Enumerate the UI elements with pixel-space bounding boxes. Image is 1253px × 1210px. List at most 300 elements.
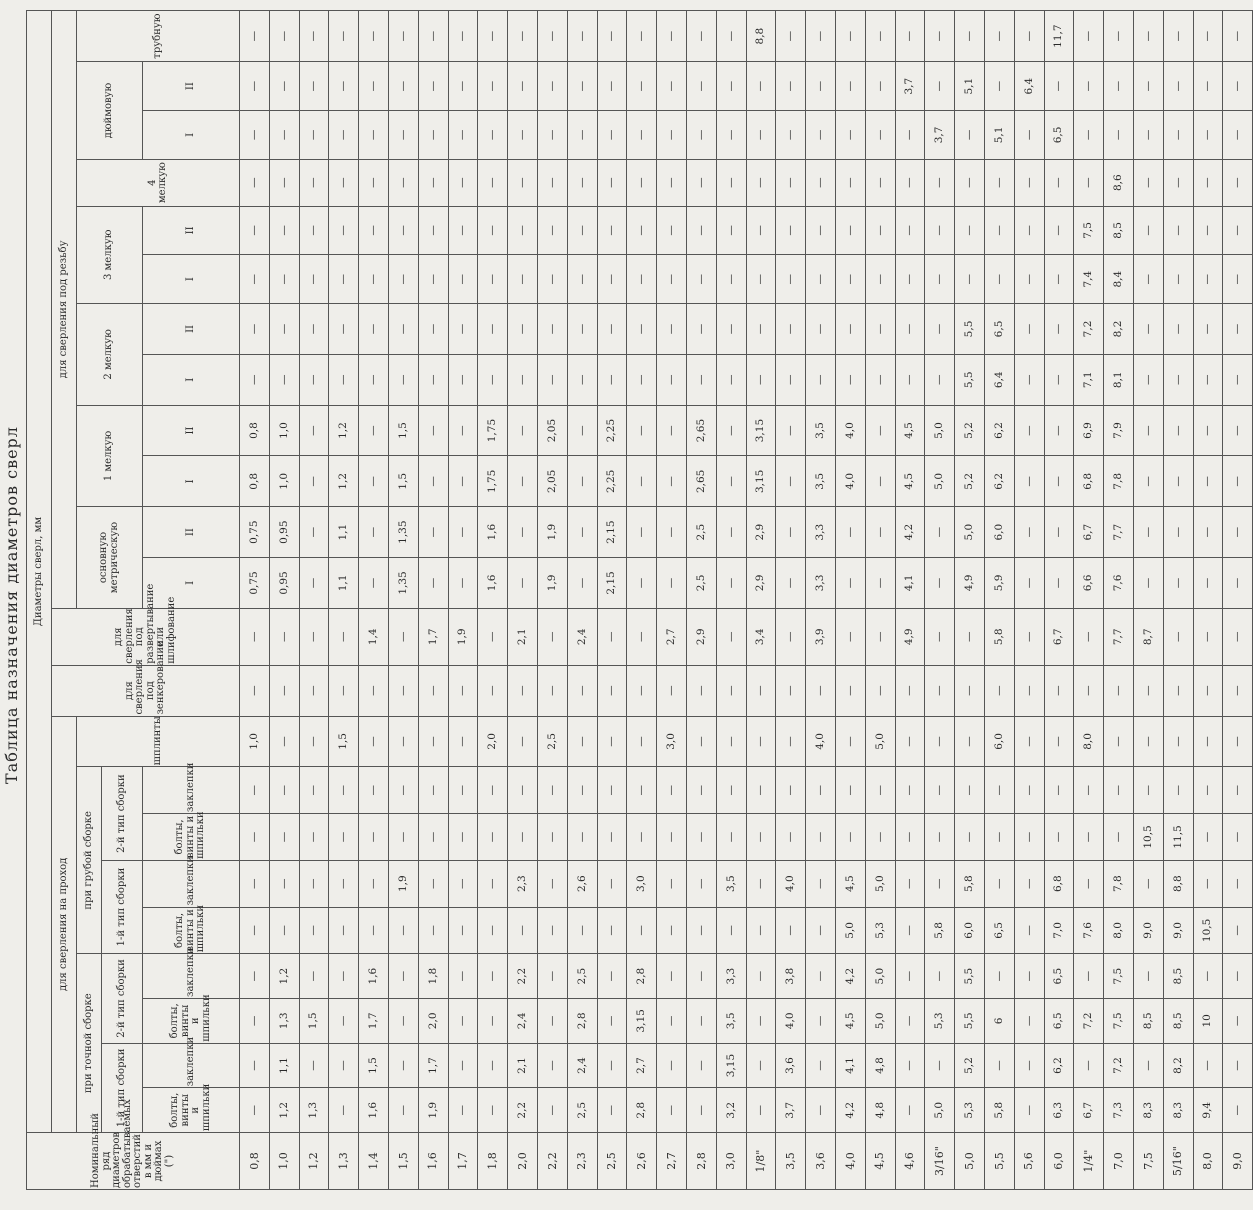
diameter-cell: 6,5 <box>1044 998 1074 1043</box>
diameter-cell: — <box>388 1043 418 1088</box>
diameter-cell: — <box>776 206 806 255</box>
header-precise-type1: 1-й тип сборки <box>102 1043 143 1132</box>
diameter-cell: — <box>418 111 448 160</box>
diameter-cell: — <box>776 558 806 609</box>
header-pipe: трубную <box>77 11 240 62</box>
diameter-cell: — <box>299 860 329 907</box>
nominal-cell: 0,8 <box>240 1133 270 1190</box>
header-bolts: болты, винты и шпильки <box>143 814 240 861</box>
diameter-cell: — <box>865 558 895 609</box>
diameter-cell: 3,15 <box>716 1043 746 1088</box>
diameter-cell: — <box>269 111 299 160</box>
diameter-cell: — <box>418 716 448 767</box>
diameter-cell: — <box>478 159 508 206</box>
diameter-cell: — <box>388 111 418 160</box>
diameter-cell: 2,8 <box>627 1088 657 1133</box>
diameter-cell: — <box>686 62 716 111</box>
diameter-cell: 5,8 <box>955 860 985 907</box>
diameter-cell: — <box>835 159 865 206</box>
diameter-cell: — <box>746 111 776 160</box>
diameter-cell: — <box>835 304 865 355</box>
diameter-cell: — <box>299 304 329 355</box>
nominal-cell: 5,5 <box>984 1133 1014 1190</box>
diameter-cell: 9,4 <box>1193 1088 1223 1133</box>
header-rough-type1: 1-й тип сборки <box>102 860 143 953</box>
diameter-cell: — <box>686 767 716 814</box>
diameter-cell: — <box>865 507 895 558</box>
diameter-cell: — <box>418 159 448 206</box>
diameter-cell: — <box>895 716 925 767</box>
header-rough: при грубой сборке <box>77 767 102 954</box>
diameter-cell: — <box>329 159 359 206</box>
diameter-cell: 3,15 <box>746 456 776 507</box>
diameter-cell: — <box>1223 665 1253 716</box>
diameter-cell: — <box>746 62 776 111</box>
nominal-cell: 3,6 <box>806 1133 836 1190</box>
nominal-cell: 6,0 <box>1044 1133 1074 1190</box>
diameter-cell: 7,2 <box>1104 1043 1134 1088</box>
diameter-cell: — <box>1133 159 1163 206</box>
diameter-cell: — <box>1044 814 1074 861</box>
diameter-cell: — <box>865 255 895 304</box>
diameter-cell: — <box>955 767 985 814</box>
diameter-cell: — <box>329 860 359 907</box>
diameter-cell: — <box>597 998 627 1043</box>
diameter-cell: — <box>657 907 687 954</box>
nominal-cell: 9,0 <box>1223 1133 1253 1190</box>
diameter-cell: — <box>1014 1043 1044 1088</box>
diameter-cell: — <box>1223 405 1253 456</box>
diameter-cell: — <box>746 907 776 954</box>
diameter-cell: — <box>478 206 508 255</box>
diameter-cell: — <box>597 907 627 954</box>
diameter-cell: — <box>359 354 389 405</box>
diameter-cell: 4,0 <box>835 456 865 507</box>
header-countersink: для сверления под зенкерование <box>52 665 240 716</box>
table-row <box>1193 11 1223 1190</box>
diameter-cell: — <box>448 558 478 609</box>
diameter-cell: — <box>746 998 776 1043</box>
diameter-cell: — <box>1014 907 1044 954</box>
nominal-cell: 8,0 <box>1193 1133 1223 1190</box>
diameter-cell: — <box>627 558 657 609</box>
diameter-cell: 7,2 <box>1074 998 1104 1043</box>
diameter-cell: — <box>1014 767 1044 814</box>
diameter-cell: — <box>1163 304 1193 355</box>
diameter-cell: — <box>329 998 359 1043</box>
diameter-cell: — <box>537 998 567 1043</box>
diameter-cell: — <box>657 665 687 716</box>
diameter-cell: — <box>478 767 508 814</box>
diameter-cell: — <box>955 255 985 304</box>
diameter-cell: — <box>776 767 806 814</box>
diameter-cell: — <box>657 767 687 814</box>
diameter-cell: — <box>299 558 329 609</box>
diameter-cell: 1,75 <box>478 405 508 456</box>
nominal-cell: 1,7 <box>448 1133 478 1190</box>
diameter-cell: — <box>1193 159 1223 206</box>
diameter-cell: — <box>418 860 448 907</box>
diameter-cell: — <box>448 767 478 814</box>
diameter-cell: — <box>299 111 329 160</box>
diameter-cell: — <box>478 354 508 405</box>
diameter-cell: 0,8 <box>240 456 270 507</box>
diameter-cell: — <box>1014 456 1044 507</box>
diameter-cell: 7,8 <box>1104 456 1134 507</box>
diameter-cell: 1,6 <box>359 1088 389 1133</box>
diameter-cell: — <box>1193 405 1223 456</box>
diameter-cell: — <box>269 354 299 405</box>
diameter-cell: — <box>746 255 776 304</box>
diameter-cell: — <box>508 159 538 206</box>
diameter-cell: — <box>865 456 895 507</box>
diameter-cell: 1,4 <box>359 608 389 665</box>
diameter-cell: — <box>1074 954 1104 999</box>
diameter-cell: 7,0 <box>1044 907 1074 954</box>
diameter-cell: — <box>657 304 687 355</box>
diameter-cell: 9,0 <box>1133 907 1163 954</box>
diameter-cell: 4,9 <box>895 608 925 665</box>
diameter-cell: — <box>329 62 359 111</box>
diameter-cell: — <box>806 814 836 861</box>
diameter-cell: — <box>478 814 508 861</box>
diameter-cell: — <box>835 665 865 716</box>
diameter-cell: — <box>388 814 418 861</box>
diameter-cell: 5,1 <box>955 62 985 111</box>
diameter-cell: — <box>240 907 270 954</box>
diameter-cell: — <box>240 1088 270 1133</box>
diameter-cell: 1,6 <box>478 507 508 558</box>
diameter-cell: — <box>299 665 329 716</box>
diameter-cell: — <box>806 111 836 160</box>
diameter-cell: — <box>478 304 508 355</box>
diameter-cell: — <box>746 814 776 861</box>
diameter-cell: — <box>1193 860 1223 907</box>
diameter-cell: — <box>627 11 657 62</box>
diameter-cell: — <box>1104 11 1134 62</box>
diameter-cell: 8,8 <box>1163 860 1193 907</box>
diameter-cell: — <box>418 907 448 954</box>
diameter-cell: — <box>657 405 687 456</box>
diameter-cell: — <box>448 354 478 405</box>
diameter-cell: — <box>716 405 746 456</box>
diameter-cell: — <box>1193 354 1223 405</box>
diameter-cell: — <box>716 814 746 861</box>
diameter-cell: 2,2 <box>508 954 538 999</box>
diameter-cell: — <box>269 767 299 814</box>
diameter-cell: 7,5 <box>1104 954 1134 999</box>
diameter-cell: 3,15 <box>746 405 776 456</box>
diameter-cell: 1,7 <box>418 608 448 665</box>
table-row <box>478 11 508 1190</box>
table-row <box>925 11 955 1190</box>
diameter-cell: — <box>627 62 657 111</box>
diameter-cell: — <box>329 206 359 255</box>
diameter-cell: — <box>1223 558 1253 609</box>
nominal-cell: 5,0 <box>955 1133 985 1190</box>
diameter-cell: 8,5 <box>1133 998 1163 1043</box>
diameter-cell: — <box>1223 860 1253 907</box>
diameter-cell: — <box>716 159 746 206</box>
diameter-cell: — <box>508 304 538 355</box>
header-rivets: заклепки <box>143 860 240 907</box>
diameter-cell: — <box>925 814 955 861</box>
diameter-cell: 0,95 <box>269 558 299 609</box>
diameter-cell: — <box>478 954 508 999</box>
diameter-cell: — <box>240 206 270 255</box>
diameter-cell: — <box>567 767 597 814</box>
diameter-cell: — <box>895 304 925 355</box>
diameter-cell: 1,5 <box>359 1043 389 1088</box>
diameter-cell: 5,0 <box>925 405 955 456</box>
diameter-cell: — <box>1223 456 1253 507</box>
diameter-cell: — <box>716 255 746 304</box>
diameter-cell: — <box>686 1088 716 1133</box>
diameter-cell: — <box>359 62 389 111</box>
diameter-cell: — <box>1193 716 1223 767</box>
diameter-cell: — <box>806 860 836 907</box>
table-row <box>686 11 716 1190</box>
diameter-cell: 6,5 <box>984 907 1014 954</box>
diameter-cell: — <box>1014 608 1044 665</box>
diameter-cell: — <box>1074 62 1104 111</box>
diameter-cell: — <box>1133 716 1163 767</box>
diameter-cell: 3,6 <box>776 1043 806 1088</box>
diameter-cell: 6,9 <box>1074 405 1104 456</box>
diameter-cell: — <box>508 255 538 304</box>
diameter-cell: — <box>597 860 627 907</box>
diameter-cell: — <box>835 255 865 304</box>
diameter-cell: — <box>686 716 716 767</box>
diameter-cell: 1,0 <box>240 716 270 767</box>
table-row <box>865 11 895 1190</box>
table-row <box>1133 11 1163 1190</box>
diameter-cell: 1,5 <box>329 716 359 767</box>
diameter-cell: — <box>746 954 776 999</box>
diameter-cell: — <box>240 954 270 999</box>
diameter-cell: 1,9 <box>448 608 478 665</box>
diameter-cell: — <box>418 354 448 405</box>
diameter-cell: — <box>806 767 836 814</box>
diameter-cell: 2,65 <box>686 405 716 456</box>
diameter-cell: 2,15 <box>597 558 627 609</box>
diameter-cell: 1,35 <box>388 558 418 609</box>
diameter-cell: — <box>269 860 299 907</box>
diameter-cell: — <box>1223 998 1253 1043</box>
diameter-cell: 7,4 <box>1074 255 1104 304</box>
diameter-cell: — <box>895 255 925 304</box>
diameter-cell: — <box>329 907 359 954</box>
header-roman-1: I <box>143 558 240 609</box>
diameter-cell: — <box>329 111 359 160</box>
diameter-cell: 3,3 <box>716 954 746 999</box>
diameter-cell: — <box>508 814 538 861</box>
diameter-cell: — <box>388 907 418 954</box>
diameter-cell: 6,2 <box>984 456 1014 507</box>
diameter-cell: 2,6 <box>567 860 597 907</box>
table-row <box>269 11 299 1190</box>
diameter-cell: — <box>448 11 478 62</box>
diameter-cell: — <box>508 11 538 62</box>
diameter-cell: — <box>1193 456 1223 507</box>
diameter-cell: 6,7 <box>1074 1088 1104 1133</box>
diameter-cell: — <box>567 206 597 255</box>
diameter-cell: — <box>657 1088 687 1133</box>
diameter-cell: — <box>627 665 657 716</box>
nominal-cell: 3/16" <box>925 1133 955 1190</box>
diameter-cell: 5,8 <box>984 1088 1014 1133</box>
diameter-cell: — <box>686 206 716 255</box>
diameter-cell: 2,8 <box>567 998 597 1043</box>
table-row <box>508 11 538 1190</box>
nominal-cell: 7,5 <box>1133 1133 1163 1190</box>
diameter-cell: — <box>240 62 270 111</box>
diameter-cell: — <box>299 62 329 111</box>
table-row <box>418 11 448 1190</box>
table-row <box>567 11 597 1190</box>
diameter-cell: — <box>418 11 448 62</box>
diameter-cell: 8,5 <box>1163 954 1193 999</box>
table-row <box>359 11 389 1190</box>
diameter-cell: 3,5 <box>806 405 836 456</box>
nominal-cell: 1/8" <box>746 1133 776 1190</box>
diameter-cell: — <box>1133 11 1163 62</box>
diameter-cell: — <box>269 665 299 716</box>
diameter-cell: — <box>1014 507 1044 558</box>
diameter-cell: — <box>716 507 746 558</box>
diameter-cell: — <box>925 304 955 355</box>
diameter-cell: — <box>1044 304 1074 355</box>
diameter-cell: — <box>359 206 389 255</box>
diameter-cell: 3,7 <box>895 62 925 111</box>
diameter-cell: — <box>478 860 508 907</box>
diameter-cell: — <box>716 456 746 507</box>
diameter-cell: — <box>835 767 865 814</box>
diameter-cell: — <box>597 767 627 814</box>
diameter-cell: — <box>567 456 597 507</box>
diameter-cell: — <box>686 954 716 999</box>
table-row <box>984 11 1014 1190</box>
diameter-cell: — <box>955 159 985 206</box>
diameter-cell: — <box>627 206 657 255</box>
diameter-cell: 2,5 <box>567 1088 597 1133</box>
diameter-cell: — <box>1223 1088 1253 1133</box>
diameter-cell: 4,2 <box>835 954 865 999</box>
diameter-cell: 0,75 <box>240 558 270 609</box>
diameter-cell: — <box>1163 507 1193 558</box>
diameter-cell: — <box>597 1088 627 1133</box>
diameter-cell: 5,0 <box>865 998 895 1043</box>
diameter-cell: — <box>1163 716 1193 767</box>
diameter-cell: — <box>1044 456 1074 507</box>
diameter-cell: — <box>537 159 567 206</box>
diameter-cell: 2,5 <box>537 716 567 767</box>
diameter-cell: — <box>240 1043 270 1088</box>
diameter-cell: — <box>746 304 776 355</box>
diameter-cell: — <box>925 767 955 814</box>
diameter-cell: 1,7 <box>359 998 389 1043</box>
diameter-cell: — <box>1014 11 1044 62</box>
diameter-cell: — <box>1014 206 1044 255</box>
diameter-cell: — <box>806 255 836 304</box>
diameter-cell: 5,0 <box>925 1088 955 1133</box>
diameter-cell: 5,1 <box>984 111 1014 160</box>
diameter-cell: 8,7 <box>1133 608 1163 665</box>
diameter-cell: — <box>865 62 895 111</box>
diameter-cell: — <box>478 62 508 111</box>
diameter-cell: — <box>1044 716 1074 767</box>
diameter-cell: — <box>1133 206 1163 255</box>
diameter-cell: 1,6 <box>478 558 508 609</box>
diameter-cell: — <box>776 11 806 62</box>
diameter-cell: — <box>806 354 836 405</box>
diameter-cell: — <box>240 159 270 206</box>
diameter-cell: — <box>329 354 359 405</box>
diameter-cell: — <box>1223 111 1253 160</box>
diameter-cell: — <box>1223 62 1253 111</box>
diameter-cell: — <box>448 814 478 861</box>
diameter-cell: — <box>537 814 567 861</box>
diameter-cell: — <box>1074 767 1104 814</box>
diameter-cell: — <box>329 665 359 716</box>
diameter-cell: 8,6 <box>1104 159 1134 206</box>
diameter-cell: 3,4 <box>746 608 776 665</box>
table-row <box>388 11 418 1190</box>
diameter-cell: — <box>895 11 925 62</box>
diameter-cell: — <box>567 405 597 456</box>
diameter-cell: — <box>567 716 597 767</box>
diameter-cell: 3,7 <box>925 111 955 160</box>
diameter-cell: — <box>925 558 955 609</box>
diameter-cell: 7,5 <box>1104 998 1134 1043</box>
table-row <box>448 11 478 1190</box>
diameter-cell: — <box>1133 1043 1163 1088</box>
diameter-cell: — <box>388 354 418 405</box>
header-roman-1: I <box>143 456 240 507</box>
diameter-cell: — <box>388 11 418 62</box>
diameter-cell: — <box>359 767 389 814</box>
diameter-cell: — <box>508 62 538 111</box>
diameter-cell: 8,3 <box>1133 1088 1163 1133</box>
diameter-cell: 5,0 <box>865 860 895 907</box>
diameter-cell: — <box>776 62 806 111</box>
diameter-cell: — <box>627 456 657 507</box>
diameter-cell: — <box>299 159 329 206</box>
diameter-cell: 6 <box>984 998 1014 1043</box>
diameter-cell: 2,1 <box>508 1043 538 1088</box>
table-row <box>955 11 985 1190</box>
header-roman-1: I <box>143 255 240 304</box>
diameter-cell: — <box>1133 255 1163 304</box>
diameter-cell: — <box>835 716 865 767</box>
diameter-cell: — <box>865 767 895 814</box>
diameter-cell: — <box>657 255 687 304</box>
diameter-cell: 4,0 <box>776 860 806 907</box>
diameter-cell: 4,5 <box>835 998 865 1043</box>
diameter-cell: — <box>240 354 270 405</box>
diameter-cell: — <box>448 907 478 954</box>
diameter-cell: 7,6 <box>1104 558 1134 609</box>
header-thread: для сверления под резьбу <box>52 11 77 609</box>
diameter-cell: — <box>329 11 359 62</box>
diameter-cell: — <box>746 1088 776 1133</box>
diameter-cell: — <box>329 954 359 999</box>
diameter-cell: — <box>1193 558 1223 609</box>
diameter-cell: 1,75 <box>478 456 508 507</box>
diameter-cell: — <box>240 665 270 716</box>
diameter-cell: 3,7 <box>776 1088 806 1133</box>
diameter-cell: — <box>627 354 657 405</box>
